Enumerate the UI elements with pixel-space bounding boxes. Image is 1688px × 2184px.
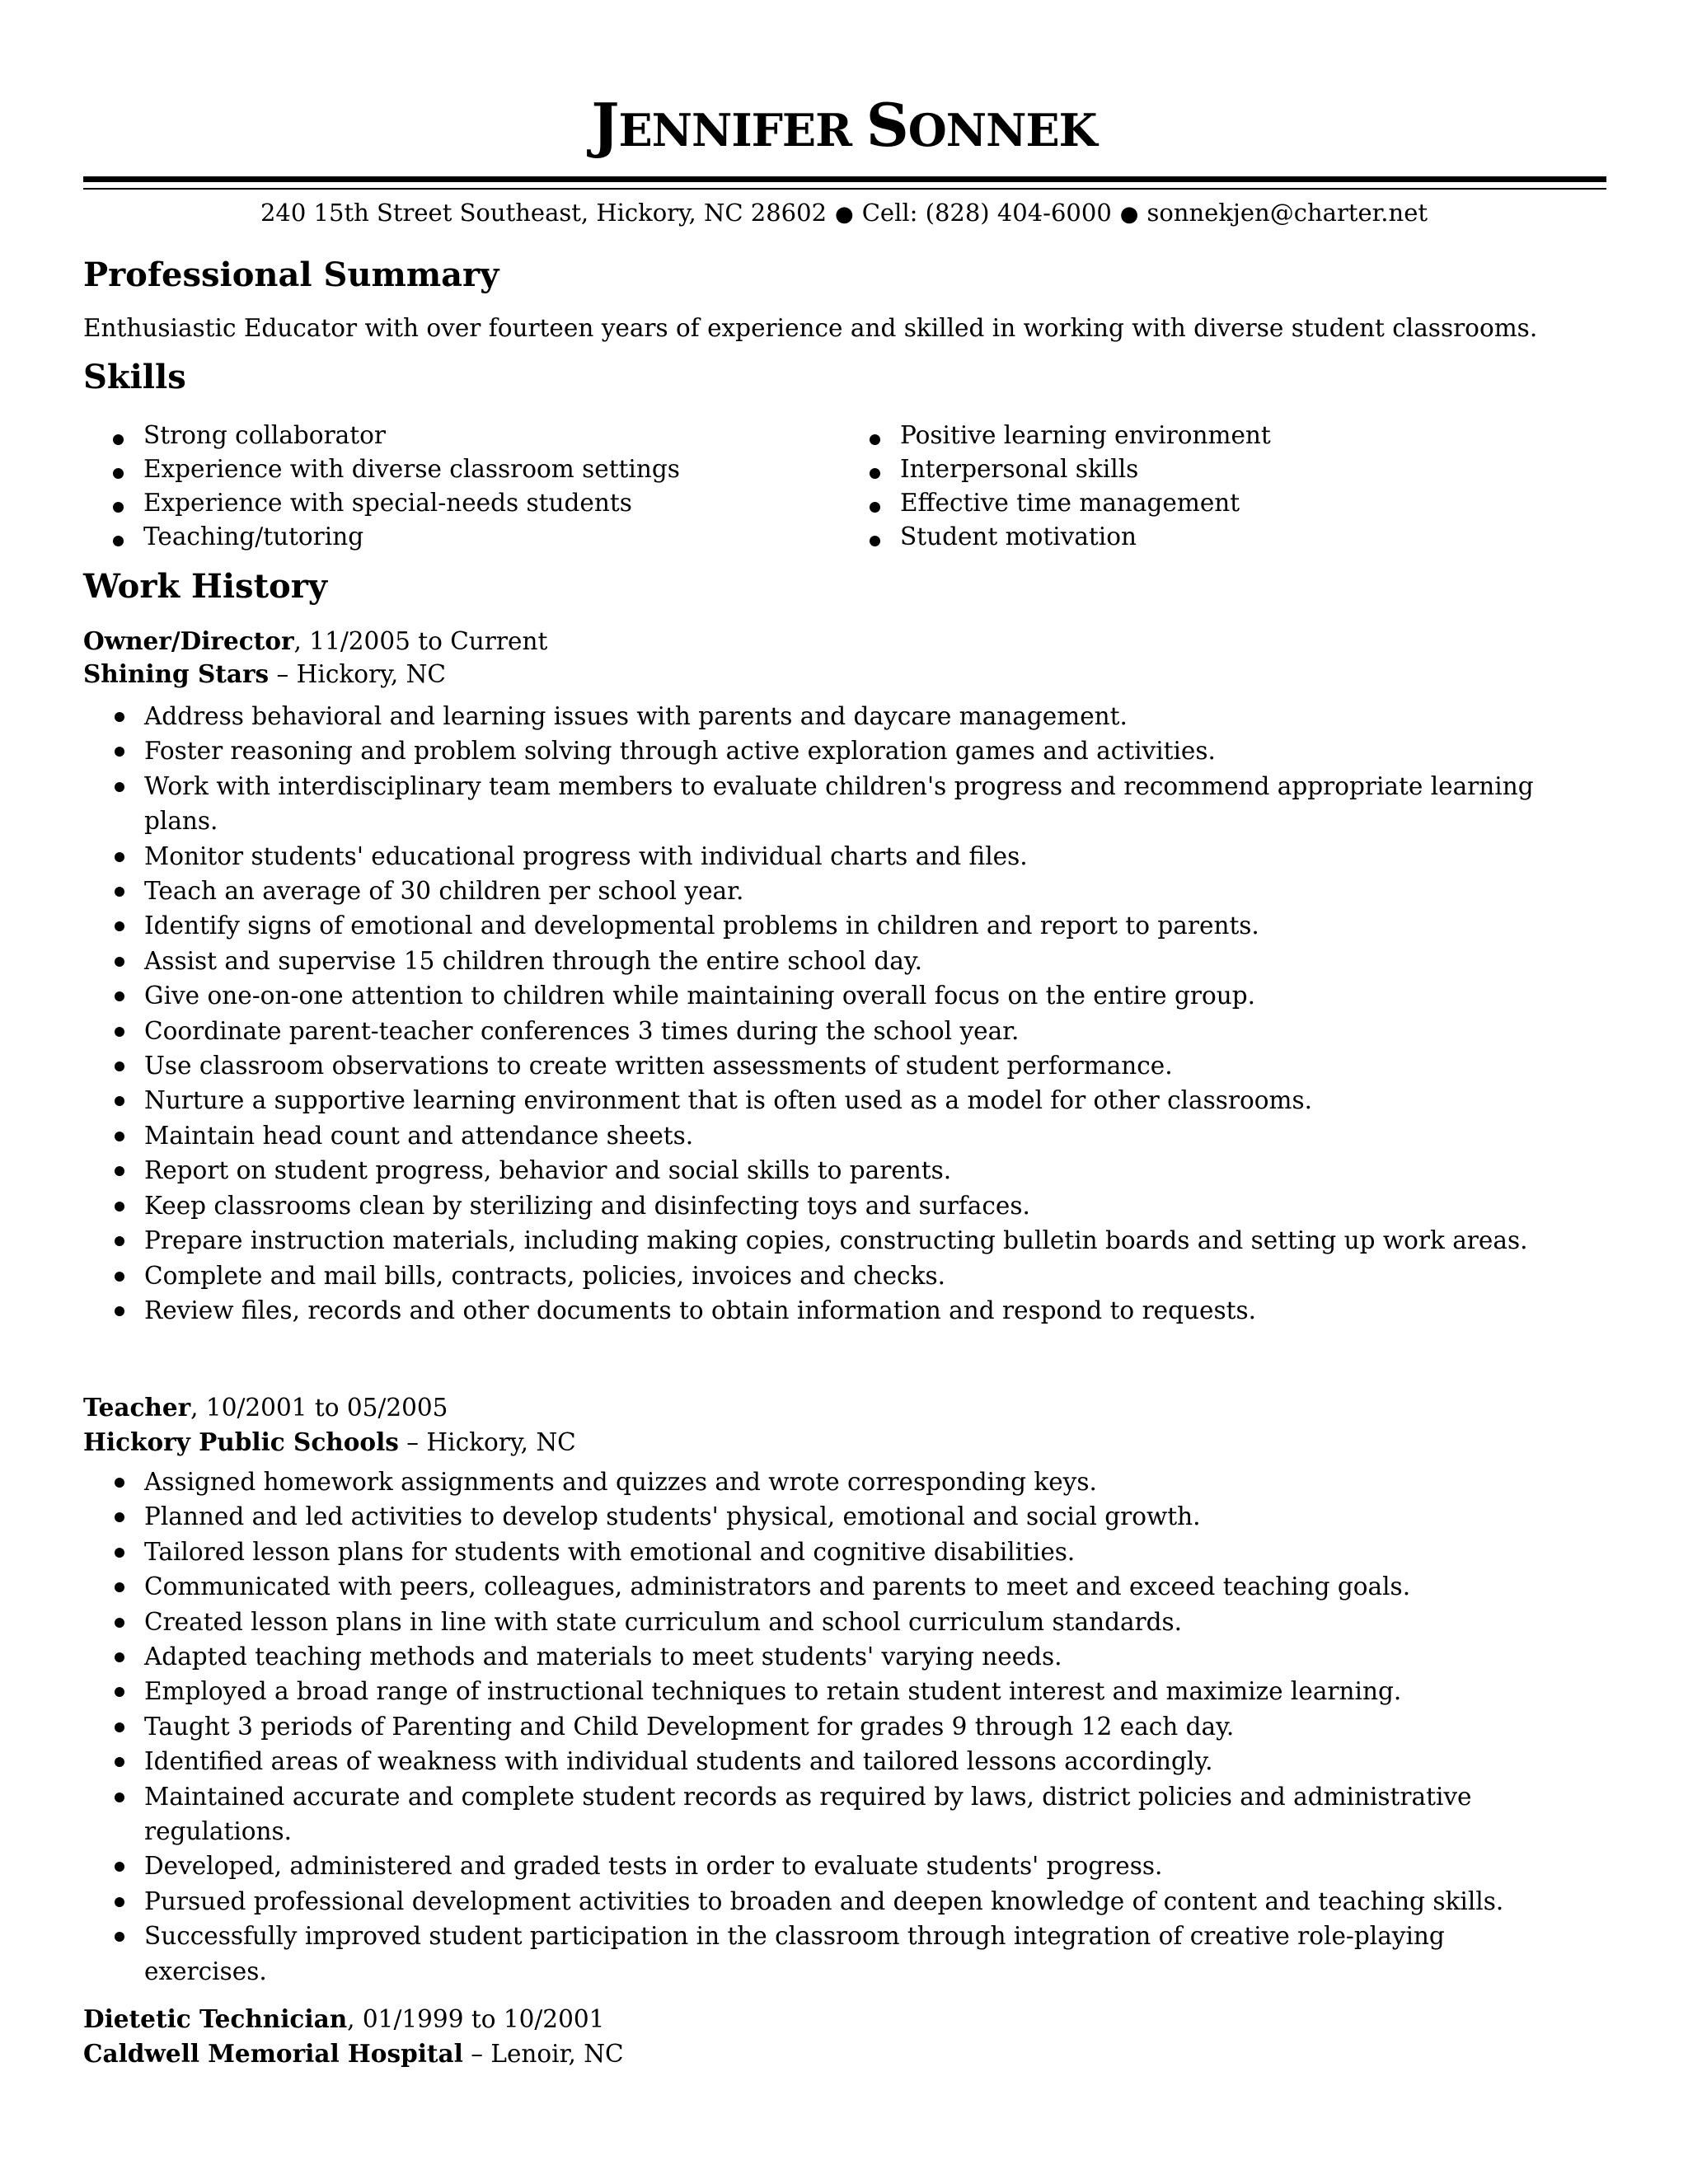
duty-item: Identify signs of emotional and developmental problems in children and report to parents. — [110, 908, 1568, 943]
skill-item: Student motivation — [867, 520, 1271, 554]
duty-item: Pursued professional development activities to broaden and deepen knowledge of content and teaching skills. — [110, 1884, 1568, 1919]
name-first-initial: J — [591, 90, 619, 160]
job-title: Teacher — [83, 1393, 191, 1422]
name-last-rest: ONNEK — [907, 104, 1097, 157]
contact-cell: Cell: (828) 404-6000 — [861, 199, 1112, 227]
duty-item: Assist and supervise 15 children through the entire school day. — [110, 944, 1568, 978]
duty-item: Identified areas of weakness with individual students and tailored lessons accordingly. — [110, 1744, 1568, 1779]
job-title-line — [83, 1390, 448, 1426]
job-dates: , 11/2005 to Current — [293, 627, 548, 655]
skill-item: Teaching/tutoring — [110, 520, 680, 554]
bullet-separator-icon: ● — [835, 202, 854, 227]
employer-line — [83, 1424, 576, 1460]
duty-item: Planned and led activities to develop students' physical, emotional and social growth. — [110, 1499, 1568, 1534]
employer-line — [83, 656, 446, 692]
duty-item: Report on student progress, behavior and social skills to parents. — [110, 1153, 1568, 1188]
duty-item: Maintain head count and attendance sheets. — [110, 1118, 1568, 1153]
duty-item: Work with interdisciplinary team members to evaluate children's progress and recommend appropriate learning plans. — [110, 769, 1568, 839]
skill-item: Experience with diverse classroom settings — [110, 452, 680, 486]
name-last-initial: S — [865, 90, 908, 160]
duty-item: Give one-on-one attention to children while maintaining overall focus on the entire group. — [110, 978, 1568, 1013]
contact-email[interactable]: sonnekjen@charter.net — [1146, 199, 1428, 227]
duty-item: Complete and mail bills, contracts, policies, invoices and checks. — [110, 1258, 1568, 1293]
skills-heading: Skills — [83, 358, 186, 396]
duty-item: Review files, records and other documents to obtain information and respond to requests. — [110, 1293, 1568, 1328]
contact-address: 240 15th Street Southeast, Hickory, NC 28602 — [260, 199, 828, 227]
job-title: Owner/Director — [83, 626, 294, 655]
skill-item: Interpersonal skills — [867, 452, 1271, 486]
employer-name: Caldwell Memorial Hospital — [83, 2039, 463, 2068]
skills-list-right — [867, 419, 1271, 554]
skill-item: Strong collaborator — [110, 419, 680, 452]
duty-item: Created lesson plans in line with state curriculum and school curriculum standards. — [110, 1605, 1568, 1639]
job-title-line — [83, 623, 547, 659]
duty-item: Adapted teaching methods and materials to meet students' varying needs. — [110, 1639, 1568, 1674]
job-dates: , 10/2001 to 05/2005 — [190, 1394, 448, 1422]
name-first-rest: ENNIFER — [618, 104, 851, 157]
header-rule-thin — [83, 188, 1606, 190]
duty-item: Coordinate parent-teacher conferences 3 times during the school year. — [110, 1014, 1568, 1048]
work-history-heading: Work History — [83, 567, 328, 606]
skill-item: Positive learning environment — [867, 419, 1271, 452]
header-rule-thick — [83, 176, 1606, 182]
duty-item: Communicated with peers, colleagues, administrators and parents to meet and exceed teaching goals. — [110, 1569, 1568, 1604]
duty-item: Keep classrooms clean by sterilizing and disinfecting toys and surfaces. — [110, 1188, 1568, 1223]
skill-item: Effective time management — [867, 486, 1271, 520]
employer-location: – Hickory, NC — [269, 660, 446, 688]
employer-location: – Hickory, NC — [398, 1428, 576, 1456]
job-duties-list — [110, 699, 1568, 1328]
employer-location: – Lenoir, NC — [462, 2040, 624, 2068]
duty-item: Use classroom observations to create written assessments of student performance. — [110, 1048, 1568, 1083]
skills-list-left — [110, 419, 680, 554]
candidate-name — [0, 92, 1688, 163]
duty-item: Monitor students' educational progress with individual charts and files. — [110, 839, 1568, 874]
duty-item: Foster reasoning and problem solving through active exploration games and activities. — [110, 733, 1568, 768]
duty-item: Prepare instruction materials, including making copies, constructing bulletin boards and setting up work areas. — [110, 1223, 1568, 1258]
duty-item: Teach an average of 30 children per school year. — [110, 874, 1568, 908]
duty-item: Successfully improved student participation in the classroom through integration of creative role-playing exercises. — [110, 1919, 1568, 1989]
bullet-separator-icon: ● — [1119, 202, 1139, 227]
job-dates: , 01/1999 to 10/2001 — [347, 2005, 605, 2033]
summary-heading: Professional Summary — [83, 255, 499, 294]
summary-text: Enthusiastic Educator with over fourteen years of experience and skilled in working with diverse student classrooms. — [83, 314, 1538, 342]
duty-item: Assigned homework assignments and quizzes and wrote corresponding keys. — [110, 1465, 1568, 1499]
employer-name: Hickory Public Schools — [83, 1427, 399, 1456]
duty-item: Address behavioral and learning issues with parents and daycare management. — [110, 699, 1568, 733]
job-duties-list — [110, 1465, 1568, 1989]
employer-name: Shining Stars — [83, 659, 270, 688]
duty-item: Developed, administered and graded tests in order to evaluate students' progress. — [110, 1849, 1568, 1883]
duty-item: Employed a broad range of instructional techniques to retain student interest and maximize learning. — [110, 1674, 1568, 1708]
job-title: Dietetic Technician — [83, 2004, 348, 2033]
duty-item: Maintained accurate and complete student records as required by laws, district policies and administrative regulations. — [110, 1779, 1568, 1849]
contact-line — [0, 194, 1688, 232]
duty-item: Nurture a supportive learning environment that is often used as a model for other classrooms. — [110, 1083, 1568, 1118]
duty-item: Taught 3 periods of Parenting and Child Development for grades 9 through 12 each day. — [110, 1709, 1568, 1744]
employer-line — [83, 2036, 624, 2072]
skill-item: Experience with special-needs students — [110, 486, 680, 520]
duty-item: Tailored lesson plans for students with emotional and cognitive disabilities. — [110, 1535, 1568, 1569]
job-title-line — [83, 2001, 604, 2037]
